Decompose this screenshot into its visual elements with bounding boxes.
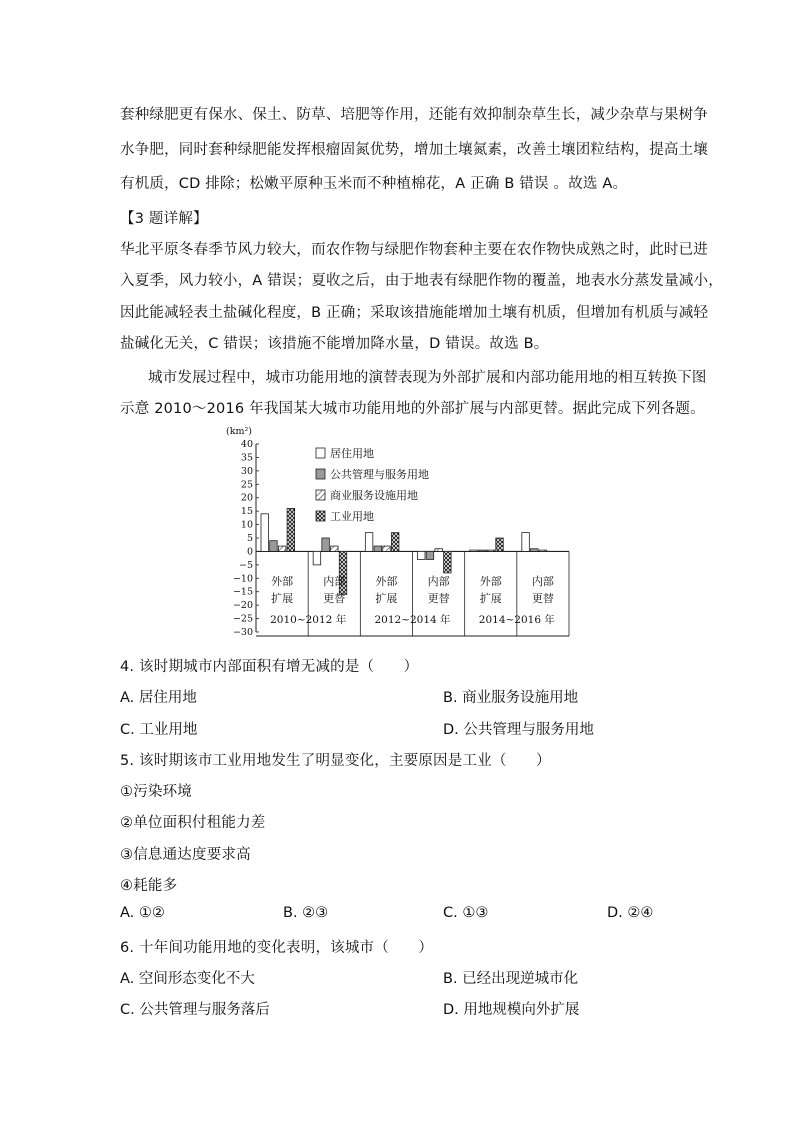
q4-option-c[interactable]: C. 工业用地	[120, 722, 198, 738]
period-label: 2012~2014 年	[374, 614, 451, 626]
bar	[435, 549, 443, 552]
paragraph-line: 入夏季，风力较小，A 错误；夏收之后，由于地表有绿肥作物的覆盖，地表水分蒸发量减小，	[120, 273, 723, 289]
bar	[278, 546, 286, 551]
legend-label: 工业用地	[330, 510, 374, 523]
legend-swatch	[316, 511, 325, 521]
y-tick-label: −5	[238, 559, 253, 571]
group-label-top: 内部	[427, 575, 450, 588]
legend-label: 公共管理与服务用地	[330, 468, 429, 481]
y-tick-label: −20	[232, 600, 253, 612]
paragraph-line: 因此能减轻表土盐碱化程度，B 正确；采取该措施能增加土壤有机质，但增加有机质与减轻	[120, 305, 709, 321]
question-5-stem: 5. 该时期该市工业用地发生了明显变化，主要原因是工业（ ）	[120, 753, 551, 769]
q5-option-b[interactable]: B. ②③	[283, 905, 329, 921]
group-label-top: 内部	[531, 575, 554, 588]
bar	[270, 541, 278, 552]
paragraph-line: 套种绿肥更有保水、保土、防草、培肥等作用，还能有效抑制杂草生长，减少杂草与果树争	[120, 107, 708, 123]
question-6-stem: 6. 十年间功能用地的变化表明，该城市（ ）	[120, 940, 434, 956]
q5-item: ④耗能多	[120, 878, 178, 894]
intro-line: 示意 2010～2016 年我国某大城市功能用地的外部扩展与内部更替。据此完成下列各题。	[120, 401, 705, 417]
y-tick-label: 0	[246, 546, 253, 558]
bar	[522, 533, 530, 552]
paragraph-line: 华北平原冬春季节风力较大，而农作物与绿肥作物套种主要在农作物快成熟之时，此时已进	[120, 242, 708, 258]
legend-label: 商业服务设施用地	[330, 489, 418, 502]
land-use-bar-chart	[224, 424, 574, 639]
question-4-stem: 4. 该时期城市内部面积有增无减的是（ ）	[120, 659, 419, 675]
bar	[391, 533, 399, 552]
bar	[426, 551, 434, 559]
y-tick-label: −10	[232, 573, 253, 585]
bar	[383, 546, 391, 551]
paragraph-line: 有机质，CD 排除；松嫩平原种玉米而不种植棉花，A 正确 B 错误 。故选 A。	[120, 176, 628, 192]
bar	[313, 551, 321, 564]
y-tick-label: 15	[240, 506, 253, 518]
q5-item: ②单位面积付租能力差	[120, 815, 266, 831]
legend-swatch	[316, 469, 325, 479]
bar	[322, 538, 330, 551]
bar	[539, 550, 547, 551]
y-tick-label: 25	[240, 479, 253, 491]
group-label-top: 外部	[479, 575, 502, 588]
bar	[418, 551, 426, 559]
legend-swatch	[316, 490, 325, 500]
y-axis-unit: (km²)	[226, 426, 252, 437]
bar	[487, 550, 495, 551]
period-label: 2014~2016 年	[478, 614, 555, 626]
y-tick-label: 10	[240, 519, 253, 531]
q5-option-c[interactable]: C. ①③	[443, 905, 489, 921]
bar	[470, 550, 478, 551]
group-label-bottom: 扩展	[479, 592, 502, 605]
bar	[478, 550, 486, 551]
paragraph-line: 盐碱化无关，C 错误；该措施不能增加降水量，D 错误。故选 B。	[120, 336, 549, 352]
q4-option-b[interactable]: B. 商业服务设施用地	[443, 690, 579, 706]
bar	[444, 551, 452, 572]
bar	[331, 546, 339, 551]
section-title: 【3 题详解】	[120, 211, 208, 227]
group-label-top: 外部	[271, 575, 294, 588]
y-tick-label: 5	[246, 533, 253, 544]
legend-swatch	[316, 448, 325, 458]
intro-line: 城市发展过程中，城市功能用地的演替表现为外部扩展和内部功能用地的相互转换下图	[148, 370, 707, 386]
q6-option-d[interactable]: D. 用地规模向外扩展	[443, 1002, 580, 1018]
bar	[496, 538, 504, 551]
q6-option-b[interactable]: B. 已经出现逆城市化	[443, 971, 579, 987]
y-tick-label: −25	[232, 613, 253, 625]
y-tick-label: 35	[240, 452, 253, 464]
bar	[531, 549, 539, 552]
q5-option-d[interactable]: D. ②④	[607, 905, 654, 921]
q6-option-c[interactable]: C. 公共管理与服务落后	[120, 1002, 270, 1018]
group-label-bottom: 更替	[427, 592, 450, 605]
q5-item: ③信息通达度要求高	[120, 847, 251, 863]
paragraph-line: 水争肥，同时套种绿肥能发挥根瘤固氮优势，增加土壤氮素，改善土壤团粒结构，提高土壤	[120, 142, 708, 158]
group-label-bottom: 扩展	[375, 592, 398, 605]
group-label-bottom: 更替	[323, 592, 346, 605]
group-label-top: 外部	[375, 575, 398, 588]
group-label-bottom: 扩展	[271, 592, 294, 605]
bar	[287, 508, 295, 551]
bar	[365, 533, 373, 552]
y-tick-label: −15	[232, 586, 253, 598]
bar	[374, 546, 382, 551]
y-tick-label: −30	[232, 627, 253, 638]
period-label: 2010~2012 年	[270, 614, 347, 626]
bar	[261, 514, 269, 552]
q4-option-d[interactable]: D. 公共管理与服务用地	[443, 722, 594, 738]
y-tick-label: 40	[240, 439, 253, 450]
legend	[316, 446, 429, 523]
y-tick-label: 30	[240, 465, 253, 477]
y-tick-label: 20	[240, 492, 253, 504]
legend-label: 居住用地	[330, 447, 374, 460]
q6-option-a[interactable]: A. 空间形态变化不大	[120, 971, 255, 987]
q5-option-a[interactable]: A. ①②	[120, 905, 165, 921]
q4-option-a[interactable]: A. 居住用地	[120, 690, 197, 706]
group-label-bottom: 更替	[531, 592, 554, 605]
q5-item: ①污染环境	[120, 784, 192, 800]
group-label-top: 内部	[323, 575, 346, 588]
